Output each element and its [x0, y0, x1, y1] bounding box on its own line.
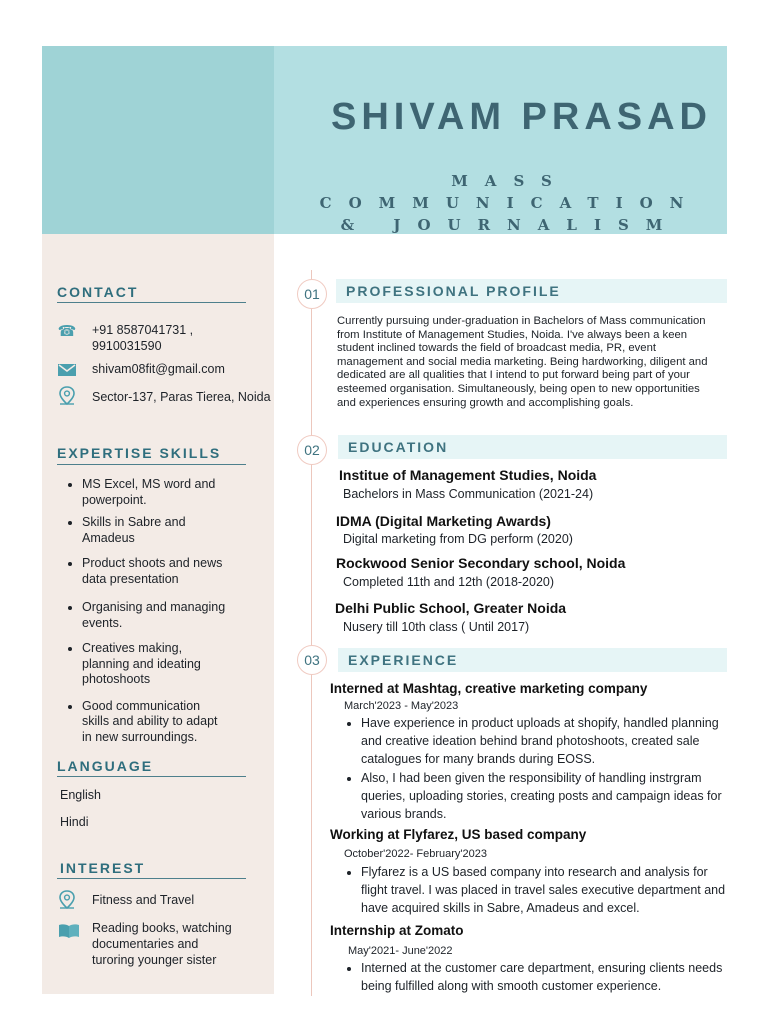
language-divider — [57, 776, 246, 777]
skill-item: • Skills in Sabre and Amadeus — [82, 515, 226, 546]
header-left-panel — [42, 46, 274, 234]
language-item: Hindi — [60, 815, 89, 829]
phone-icon: ☎ — [57, 323, 77, 340]
language-heading: LANGUAGE — [57, 758, 154, 774]
experience-heading-band — [338, 648, 727, 672]
section-number: 02 — [297, 435, 327, 465]
section-number: 03 — [297, 645, 327, 675]
interest-heading: INTEREST — [60, 860, 146, 876]
education-school: Rockwood Senior Secondary school, Noida — [336, 555, 626, 571]
education-detail: Completed 11th and 12th (2018-2020) — [343, 575, 555, 589]
experience-bullets — [345, 959, 730, 995]
experience-bullets — [345, 863, 730, 918]
experience-bullets — [345, 714, 730, 823]
education-detail: Bachelors in Mass Communication (2021-24) — [343, 487, 594, 501]
education-school: IDMA (Digital Marketing Awards) — [336, 513, 551, 529]
job-title-line-1: MASS COMMUNICATION — [319, 172, 701, 212]
contact-phone: +91 8587041731 , 9910031590 — [92, 323, 194, 353]
education-heading-band — [338, 435, 727, 459]
candidate-name: SHIVAM PRASAD — [331, 96, 712, 138]
experience-dates: May'2021- June'2022 — [348, 945, 453, 957]
experience-title: Interned at Mashtag, creative marketing company — [330, 681, 648, 696]
experience-title: Internship at Zomato — [330, 923, 464, 938]
skill-item: • Organising and managing events. — [82, 600, 226, 631]
contact-divider — [57, 302, 246, 303]
contact-heading: CONTACT — [57, 284, 139, 300]
profile-heading-band — [336, 279, 727, 303]
experience-bullet: • Have experience in product uploads at shopify, handled planning and creative ideation behind brand photoshoots, created sale catalogues for many brands during EOSS. — [361, 714, 730, 769]
education-heading: EDUCATION — [348, 439, 449, 455]
skill-item: • MS Excel, MS word and powerpoint. — [82, 477, 226, 508]
experience-dates: March'2023 - May'2023 — [344, 700, 459, 712]
education-school: Delhi Public School, Greater Noida — [335, 600, 567, 616]
experience-heading: EXPERIENCE — [348, 652, 459, 668]
skill-item: • Good communication skills and ability to adapt in new surroundings. — [82, 699, 226, 746]
profile-text: Currently pursuing under-graduation in Bachelors of Mass communication from Institute of Management Studies, Noida. I've always been a keen student inclined towards the field of broadcast media, PR, event management and social media marketing. Being hardworking, diligent and dedicated are all qualities that I intend to put forward being part of your esteemed organisation. Simultaneously, being open to new opportunities and experiences ensuring growth and accomplishing goals. — [337, 315, 708, 409]
interest-divider — [57, 878, 246, 879]
education-school: Institue of Management Studies, Noida — [339, 467, 597, 483]
skill-item: • Product shoots and news data presentation — [82, 556, 226, 587]
email-icon — [58, 363, 76, 375]
experience-bullet: • Also, I had been given the responsibility of handling instrgram queries, uploading stories, creating posts and campaign ideas for various brands. — [361, 769, 730, 824]
timeline-line — [311, 270, 312, 996]
interest-item: Reading books, watching documentaries and turoring younger sister — [92, 921, 232, 967]
experience-bullet: • Flyfarez is a US based company into research and analysis for flight travel. I was placed in travel sales executive department and have acquired skills in Sabre, Amadeus and excel. — [361, 863, 730, 918]
interest-item: Fitness and Travel — [92, 893, 195, 907]
experience-bullet: • Interned at the customer care department, ensuring clients needs being fulfilled along with smooth customer experience. — [361, 959, 730, 995]
skill-item: • Creatives making, planning and ideating photoshoots — [82, 641, 226, 688]
education-detail: Nusery till 10th class ( Until 2017) — [343, 620, 530, 634]
job-title-line-2: & JOURNALISM — [340, 216, 680, 234]
experience-title: Working at Flyfarez, US based company — [330, 827, 587, 842]
skills-heading: EXPERTISE SKILLS — [57, 445, 222, 461]
location-pin-icon — [58, 386, 76, 406]
skills-divider — [57, 464, 246, 465]
education-detail: Digital marketing from DG perform (2020) — [343, 532, 573, 546]
travel-pin-icon — [58, 890, 76, 910]
section-number: 01 — [297, 279, 327, 309]
contact-address: Sector-137, Paras Tierea, Noida — [92, 390, 271, 404]
experience-dates: October'2022- February'2023 — [344, 848, 488, 860]
job-title — [300, 170, 720, 236]
book-icon — [58, 923, 80, 939]
skills-list — [66, 477, 226, 745]
language-item: English — [60, 788, 101, 802]
contact-email: shivam08fit@gmail.com — [92, 362, 225, 376]
profile-heading: PROFESSIONAL PROFILE — [346, 283, 561, 299]
